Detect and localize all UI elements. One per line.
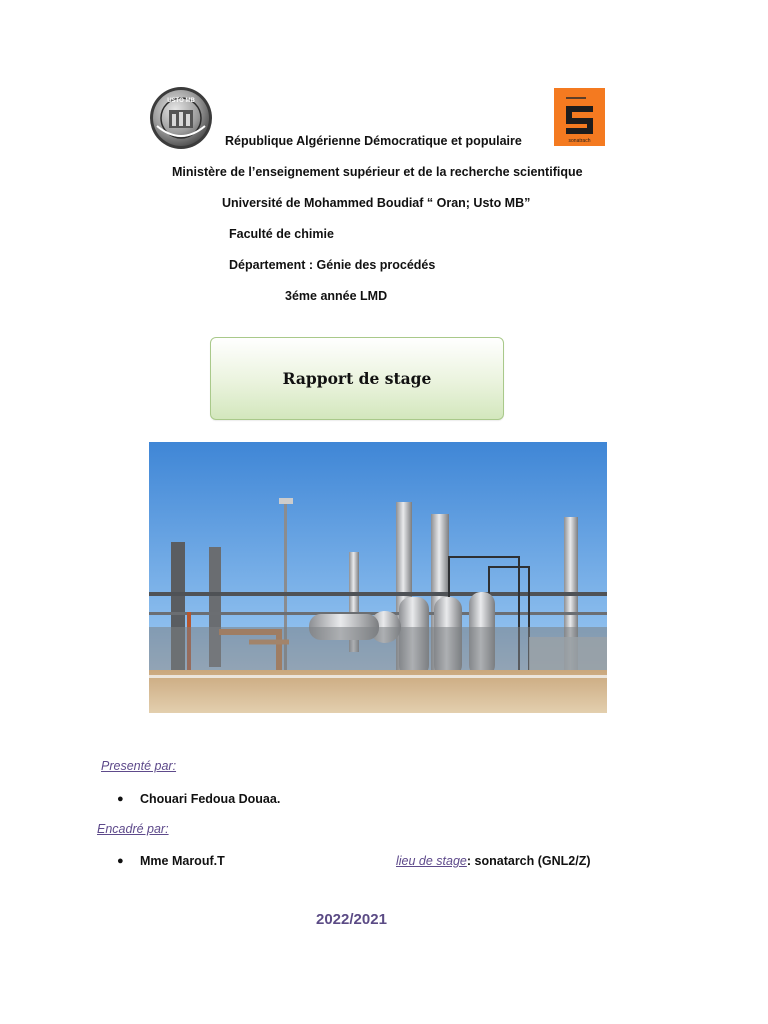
- header-department: Département : Génie des procédés: [229, 258, 436, 272]
- seal-text: USTO MB: [167, 98, 195, 104]
- header-university: Université de Mohammed Boudiaf “ Oran; Usto MB”: [222, 196, 531, 210]
- sonatrach-logo-text: sonatrach: [568, 138, 591, 144]
- location-value: : sonatarch (GNL2/Z): [466, 854, 591, 868]
- report-title: Rapport de stage: [282, 369, 432, 388]
- sonatrach-logo: [554, 88, 605, 146]
- refinery-photo: [149, 442, 607, 713]
- internship-location: [396, 854, 591, 868]
- header-faculty: Faculté de chimie: [229, 227, 334, 241]
- bullet-icon: ●: [117, 793, 124, 805]
- location-label: lieu de stage: [396, 854, 467, 868]
- academic-year: 2022/2021: [316, 911, 387, 928]
- presented-by-label: Presenté par:: [101, 759, 177, 773]
- header-ministry: Ministère de l’enseignement supérieur et de la recherche scientifique: [172, 165, 583, 179]
- supervised-by-label: Encadré par:: [97, 822, 169, 836]
- supervisor-name: Mme Marouf.T: [140, 854, 225, 868]
- university-seal-logo: [149, 86, 213, 150]
- bullet-icon: ●: [117, 855, 124, 867]
- title-box: [210, 337, 504, 420]
- header-year-level: 3éme année LMD: [285, 289, 388, 303]
- student-name: Chouari Fedoua Douaa.: [140, 792, 281, 806]
- header-republic: République Algérienne Démocratique et populaire: [225, 134, 522, 148]
